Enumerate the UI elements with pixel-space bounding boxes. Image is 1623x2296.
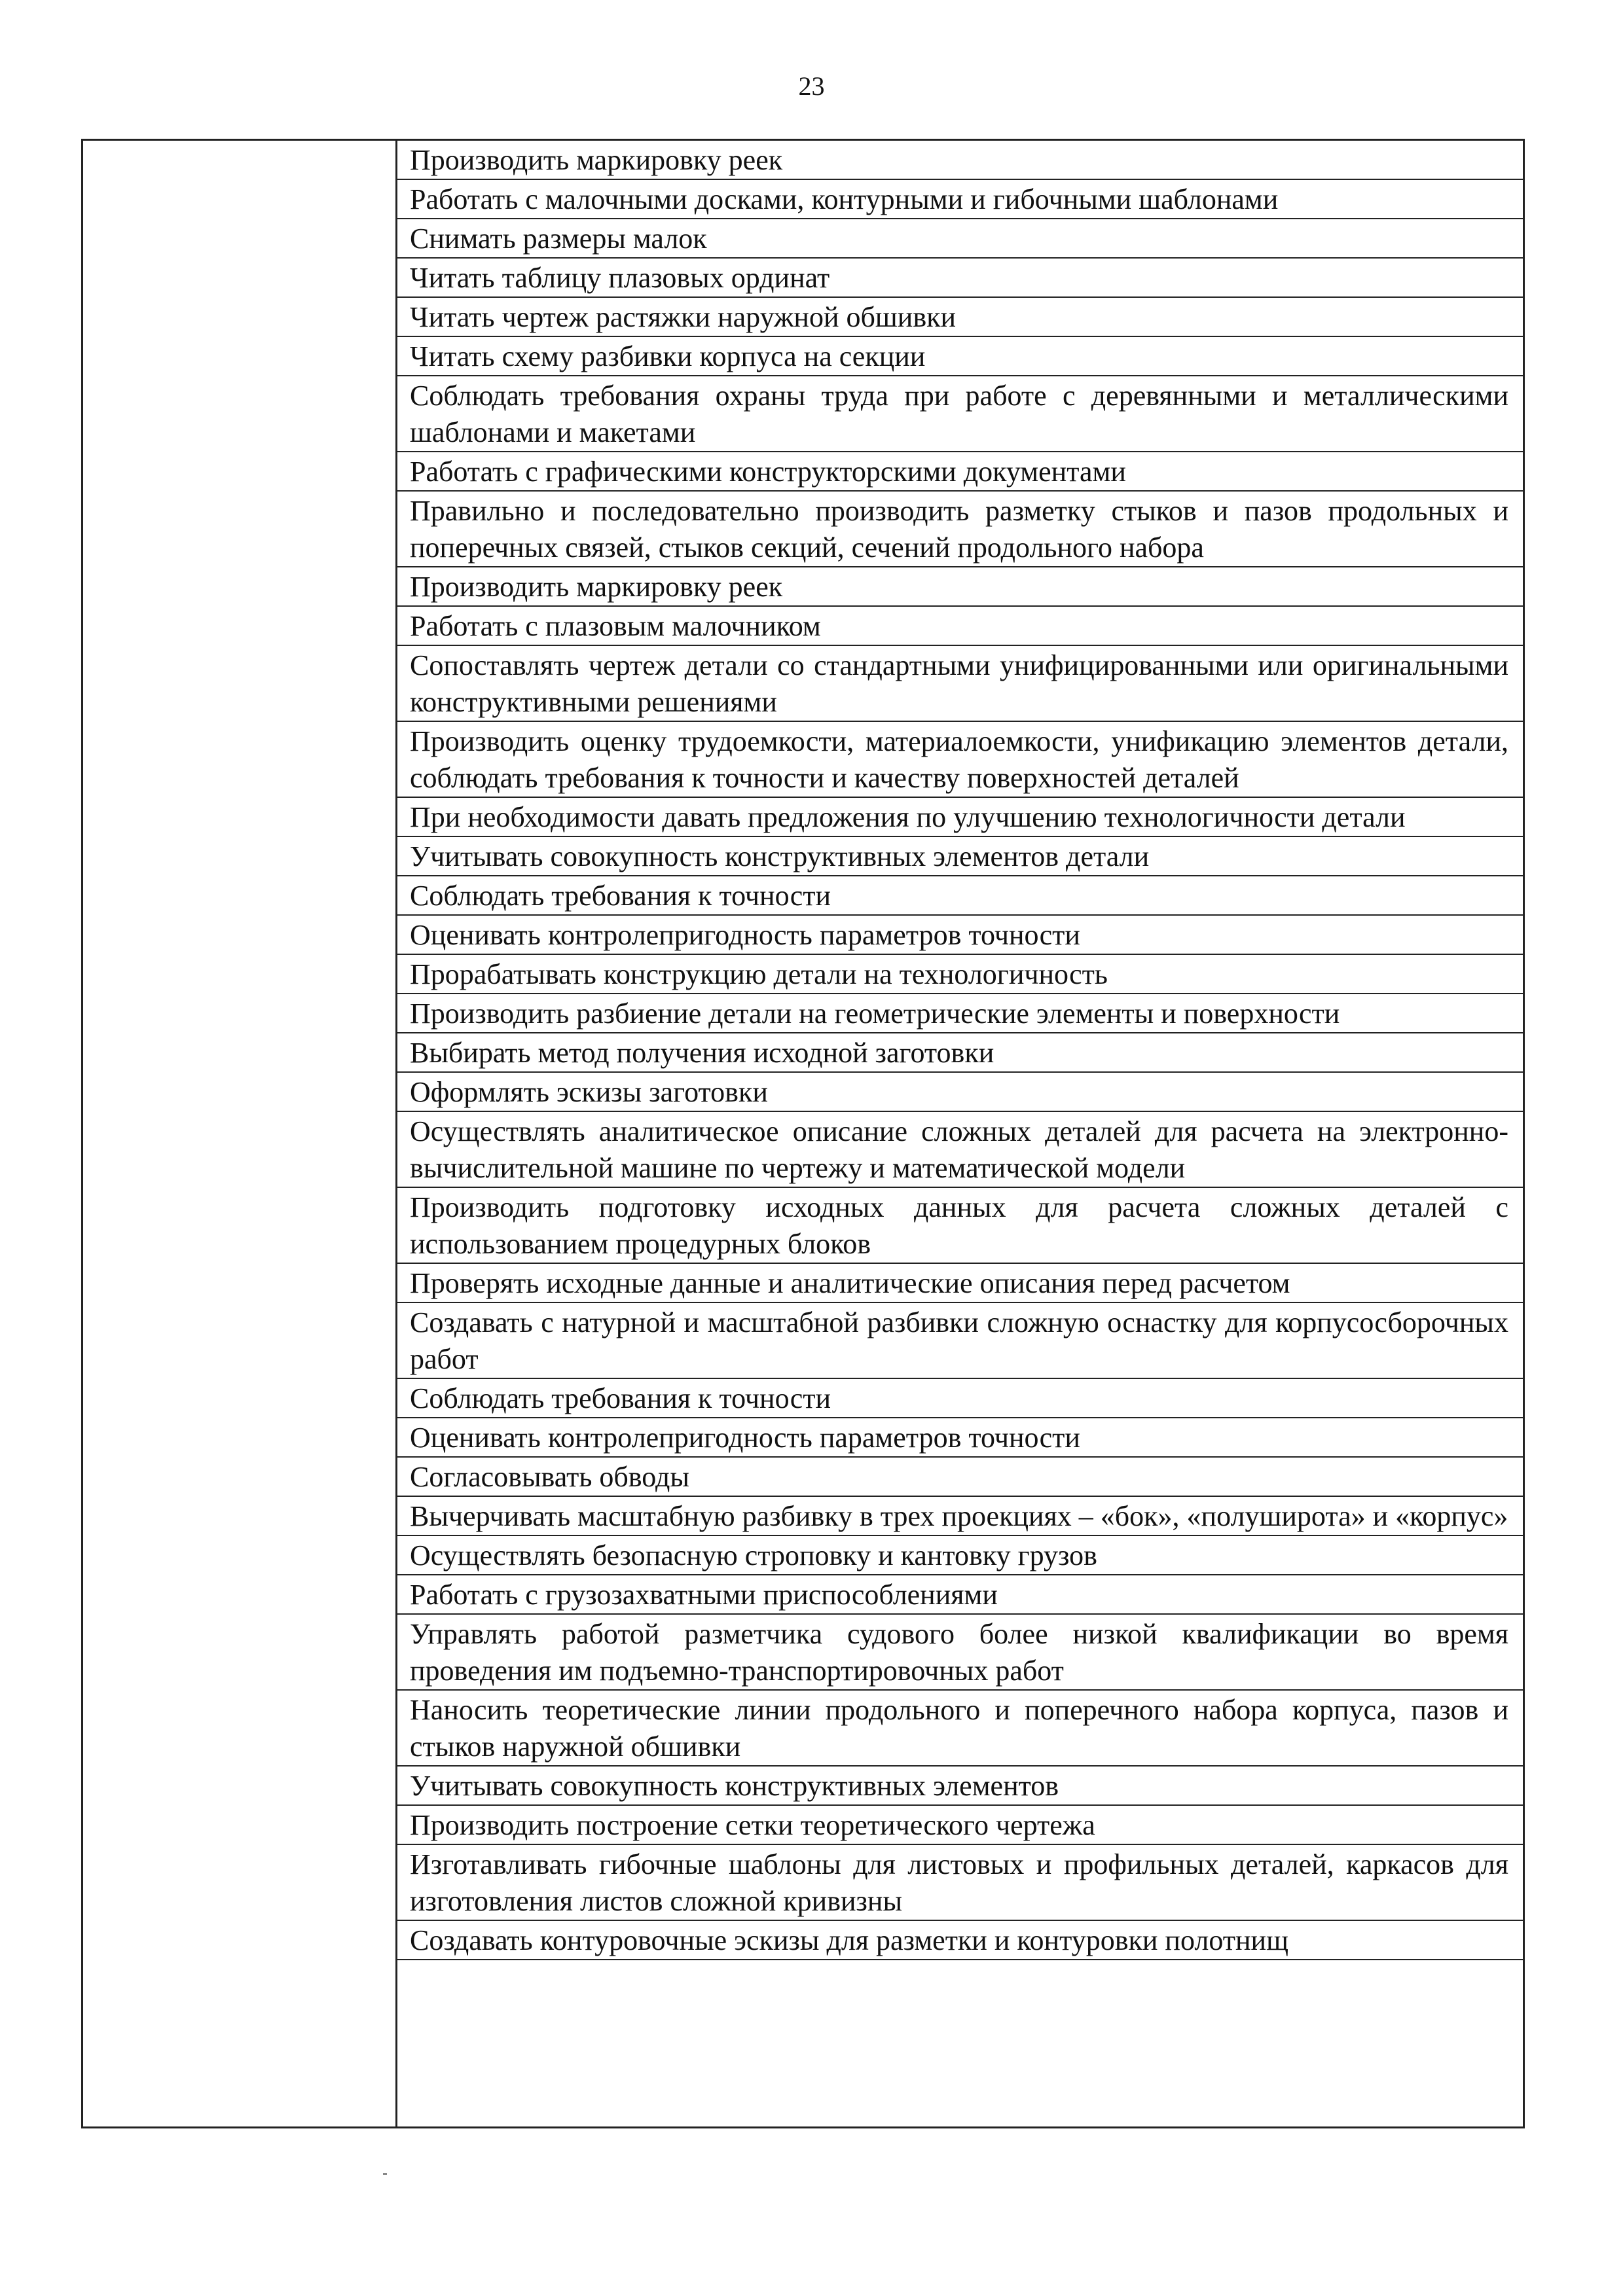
table-row: Оценивать контролепригодность параметров точности (395, 916, 1523, 955)
table-row: Изготавливать гибочные шаблоны для листовых и профильных деталей, каркасов для изготовления листов сложной кривизны (395, 1845, 1523, 1921)
table-row: Учитывать совокупность конструктивных элементов детали (395, 837, 1523, 876)
table-row: Согласовывать обводы (395, 1458, 1523, 1497)
table-row: Наносить теоретические линии продольного и поперечного набора корпуса, пазов и стыков наружной обшивки (395, 1691, 1523, 1767)
table-row: Учитывать совокупность конструктивных элементов (395, 1767, 1523, 1806)
table-row: Производить маркировку реек (395, 141, 1523, 180)
table-row: Выбирать метод получения исходной заготовки (395, 1033, 1523, 1073)
table-row: Прорабатывать конструкцию детали на технологичность (395, 955, 1523, 994)
table-row: Читать схему разбивки корпуса на секции (395, 337, 1523, 376)
table-row: Вычерчивать масштабную разбивку в трех проекциях – «бок», «полуширота» и «корпус» (395, 1497, 1523, 1536)
table-row: При необходимости давать предложения по улучшению технологичности детали (395, 798, 1523, 837)
table-row: Осуществлять безопасную строповку и кантовку грузов (395, 1536, 1523, 1575)
table-row: Соблюдать требования охраны труда при работе с деревянными и металлическими шаблонами и макетами (395, 376, 1523, 452)
table-row: Создавать с натурной и масштабной разбивки сложную оснастку для корпусосборочных работ (395, 1303, 1523, 1379)
page-number: 23 (798, 71, 825, 101)
table-row: Производить оценку трудоемкости, материалоемкости, унификацию элементов детали, соблюдать требования к точности и качеству поверхностей деталей (395, 722, 1523, 798)
table-row: Производить построение сетки теоретического чертежа (395, 1806, 1523, 1845)
table-row: Производить подготовку исходных данных для расчета сложных деталей с использованием процедурных блоков (395, 1188, 1523, 1264)
table-row: Читать таблицу плазовых ординат (395, 259, 1523, 298)
table-row: Читать чертеж растяжки наружной обшивки (395, 298, 1523, 337)
table-row: Работать с графическими конструкторскими документами (395, 452, 1523, 492)
table-row: Снимать размеры малок (395, 219, 1523, 259)
table-row: Соблюдать требования к точности (395, 1379, 1523, 1418)
table-row: Правильно и последовательно производить разметку стыков и пазов продольных и поперечных связей, стыков секций, сечений продольного набора (395, 492, 1523, 567)
table-row: Оформлять эскизы заготовки (395, 1073, 1523, 1112)
table-row: Производить разбиение детали на геометрические элементы и поверхности (395, 994, 1523, 1033)
table-row: Создавать контуровочные эскизы для разметки и контуровки полотнищ (395, 1921, 1523, 1960)
scan-artifact (383, 2173, 387, 2175)
table-rows (395, 141, 1523, 1960)
table-row: Производить маркировку реек (395, 567, 1523, 607)
table-row: Оценивать контролепригодность параметров точности (395, 1418, 1523, 1458)
skills-table (81, 139, 1525, 2128)
table-row: Осуществлять аналитическое описание сложных деталей для расчета на электронно-вычислительной машине по чертежу и математической модели (395, 1112, 1523, 1188)
table-row: Соблюдать требования к точности (395, 876, 1523, 916)
table-row: Работать с малочными досками, контурными и гибочными шаблонами (395, 180, 1523, 219)
table-row: Работать с плазовым малочником (395, 607, 1523, 646)
table-left-column (83, 141, 397, 2126)
table-row: Сопоставлять чертеж детали со стандартными унифицированными или оригинальными конструктивными решениями (395, 646, 1523, 722)
table-row: Проверять исходные данные и аналитические описания перед расчетом (395, 1264, 1523, 1303)
table-row: Управлять работой разметчика судового более низкой квалификации во время проведения им подъемно-транспортировочных работ (395, 1615, 1523, 1691)
table-row: Работать с грузозахватными приспособлениями (395, 1575, 1523, 1615)
